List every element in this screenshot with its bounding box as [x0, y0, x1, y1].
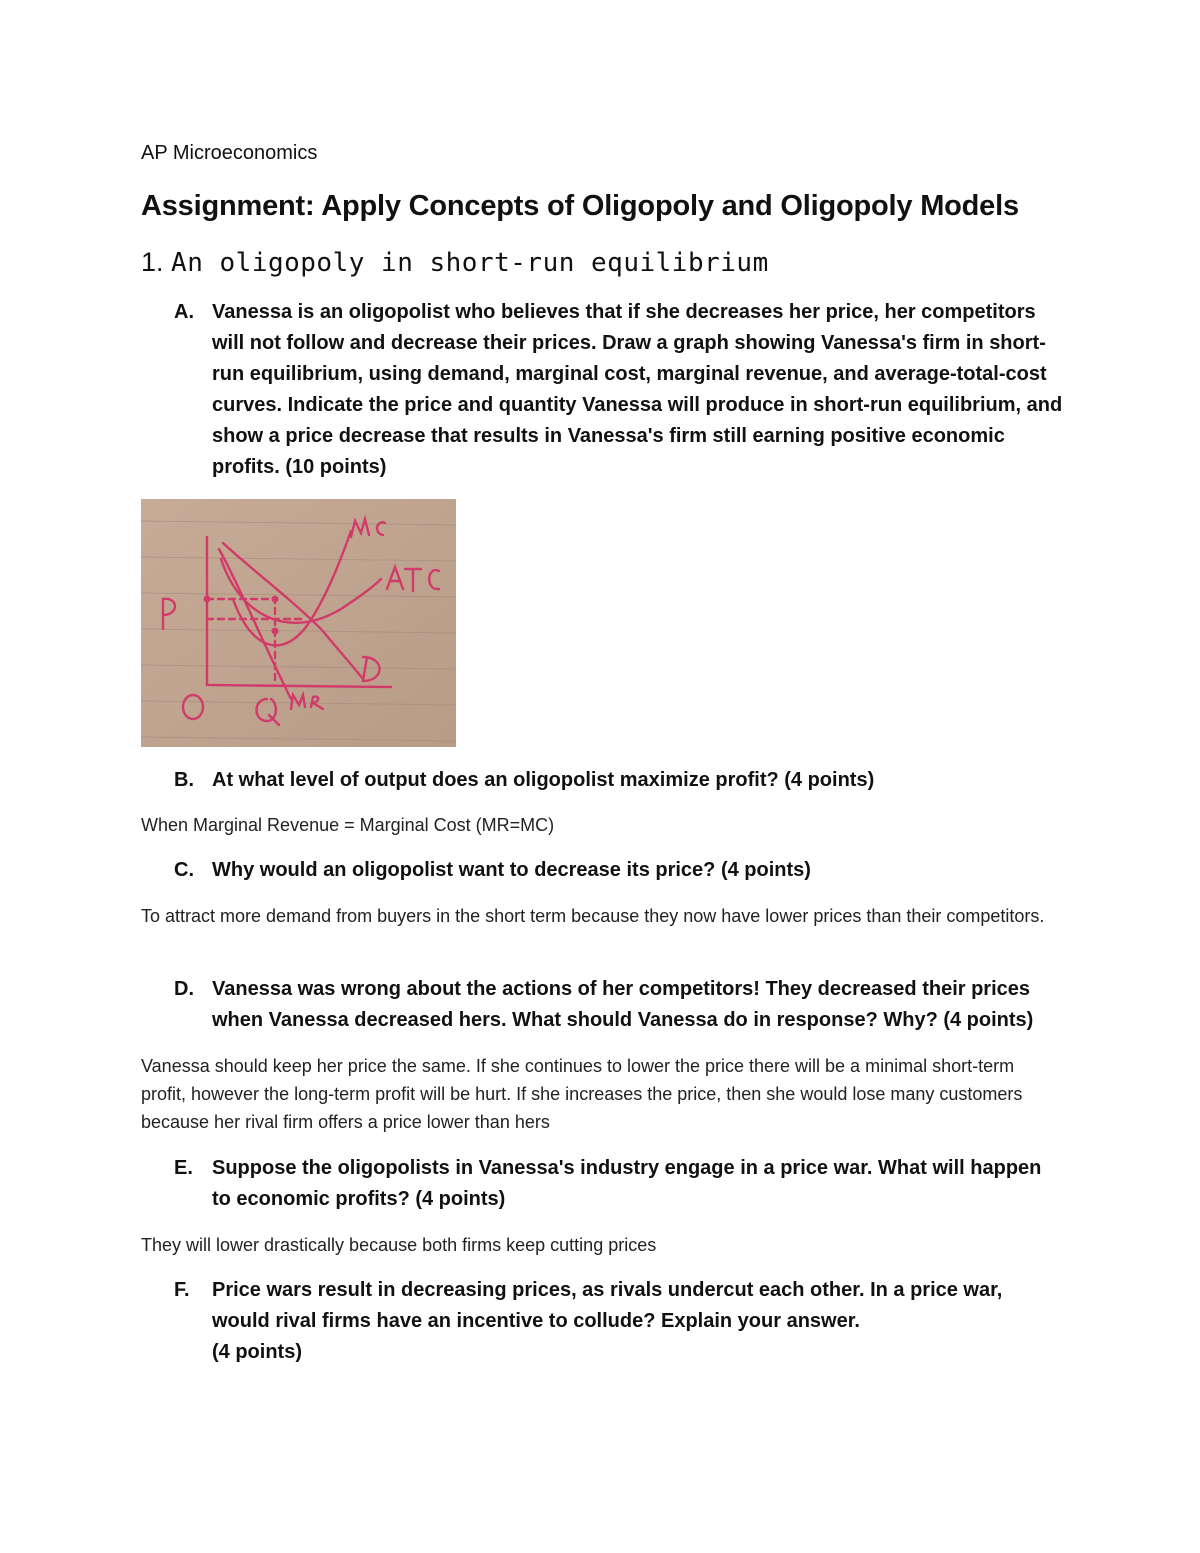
- question-letter: F.: [174, 1279, 190, 1301]
- question-letter: E.: [174, 1157, 193, 1179]
- course-name: AP Microeconomics: [141, 142, 318, 164]
- question-letter: D.: [174, 978, 194, 1000]
- section-heading: [141, 247, 769, 278]
- question-letter: A.: [174, 301, 194, 323]
- question-c: [174, 855, 1064, 886]
- question-text: Suppose the oligopolists in Vanessa's industry engage in a price war. What will happen to economic profits? (4 points): [212, 1157, 1042, 1210]
- question-f: [174, 1275, 1064, 1368]
- question-letter: B.: [174, 769, 194, 791]
- question-text: Vanessa is an oligopolist who believes that if she decreases her price, her competitors will not follow and decrease their prices. Draw a graph showing Vanessa's firm in short-run equilibrium, using demand, marginal cost, marginal revenue, and average-total-cost curves. Indicate the price and quantity Vanessa will produce in short-run equilibrium, and show a price decrease that results in Vanessa's firm still earning positive economic profits. (10 points): [212, 301, 1063, 478]
- question-points: (4 points): [212, 1341, 302, 1363]
- question-a: [174, 297, 1064, 483]
- answer-e: They will lower drastically because both firms keep cutting prices: [141, 1235, 657, 1255]
- answer-c: To attract more demand from buyers in the short term because they now have lower prices than their competitors.: [141, 906, 1045, 926]
- question-letter: C.: [174, 859, 194, 881]
- answer-b: When Marginal Revenue = Marginal Cost (MR=MC): [141, 815, 555, 835]
- answer-d: Vanessa should keep her price the same. If she continues to lower the price there will be a minimal short-term profit, however the long-term profit will be hurt. If she increases the price, then she would lose many customers because her rival firm offers a price lower than hers: [141, 1056, 1023, 1132]
- question-d: [174, 974, 1064, 1036]
- question-text: Why would an oligopolist want to decrease its price? (4 points): [212, 859, 811, 881]
- question-e: [174, 1153, 1064, 1215]
- section-title: An oligopoly in short-run equilibrium: [171, 248, 769, 278]
- question-b: [174, 765, 1064, 796]
- question-text: At what level of output does an oligopolist maximize profit? (4 points): [212, 769, 875, 791]
- assignment-title: Assignment: Apply Concepts of Oligopoly and Oligopoly Models: [141, 190, 1019, 222]
- question-text: Price wars result in decreasing prices, as rivals undercut each other. In a price war, would rival firms have an incentive to collude? Explain your answer.: [212, 1279, 1003, 1332]
- question-text: Vanessa was wrong about the actions of her competitors! They decreased their prices when Vanessa decreased hers. What should Vanessa do in response? Why? (4 points): [212, 978, 1034, 1031]
- hand-drawn-graph-photo: [141, 499, 456, 747]
- section-number: 1.: [141, 247, 164, 277]
